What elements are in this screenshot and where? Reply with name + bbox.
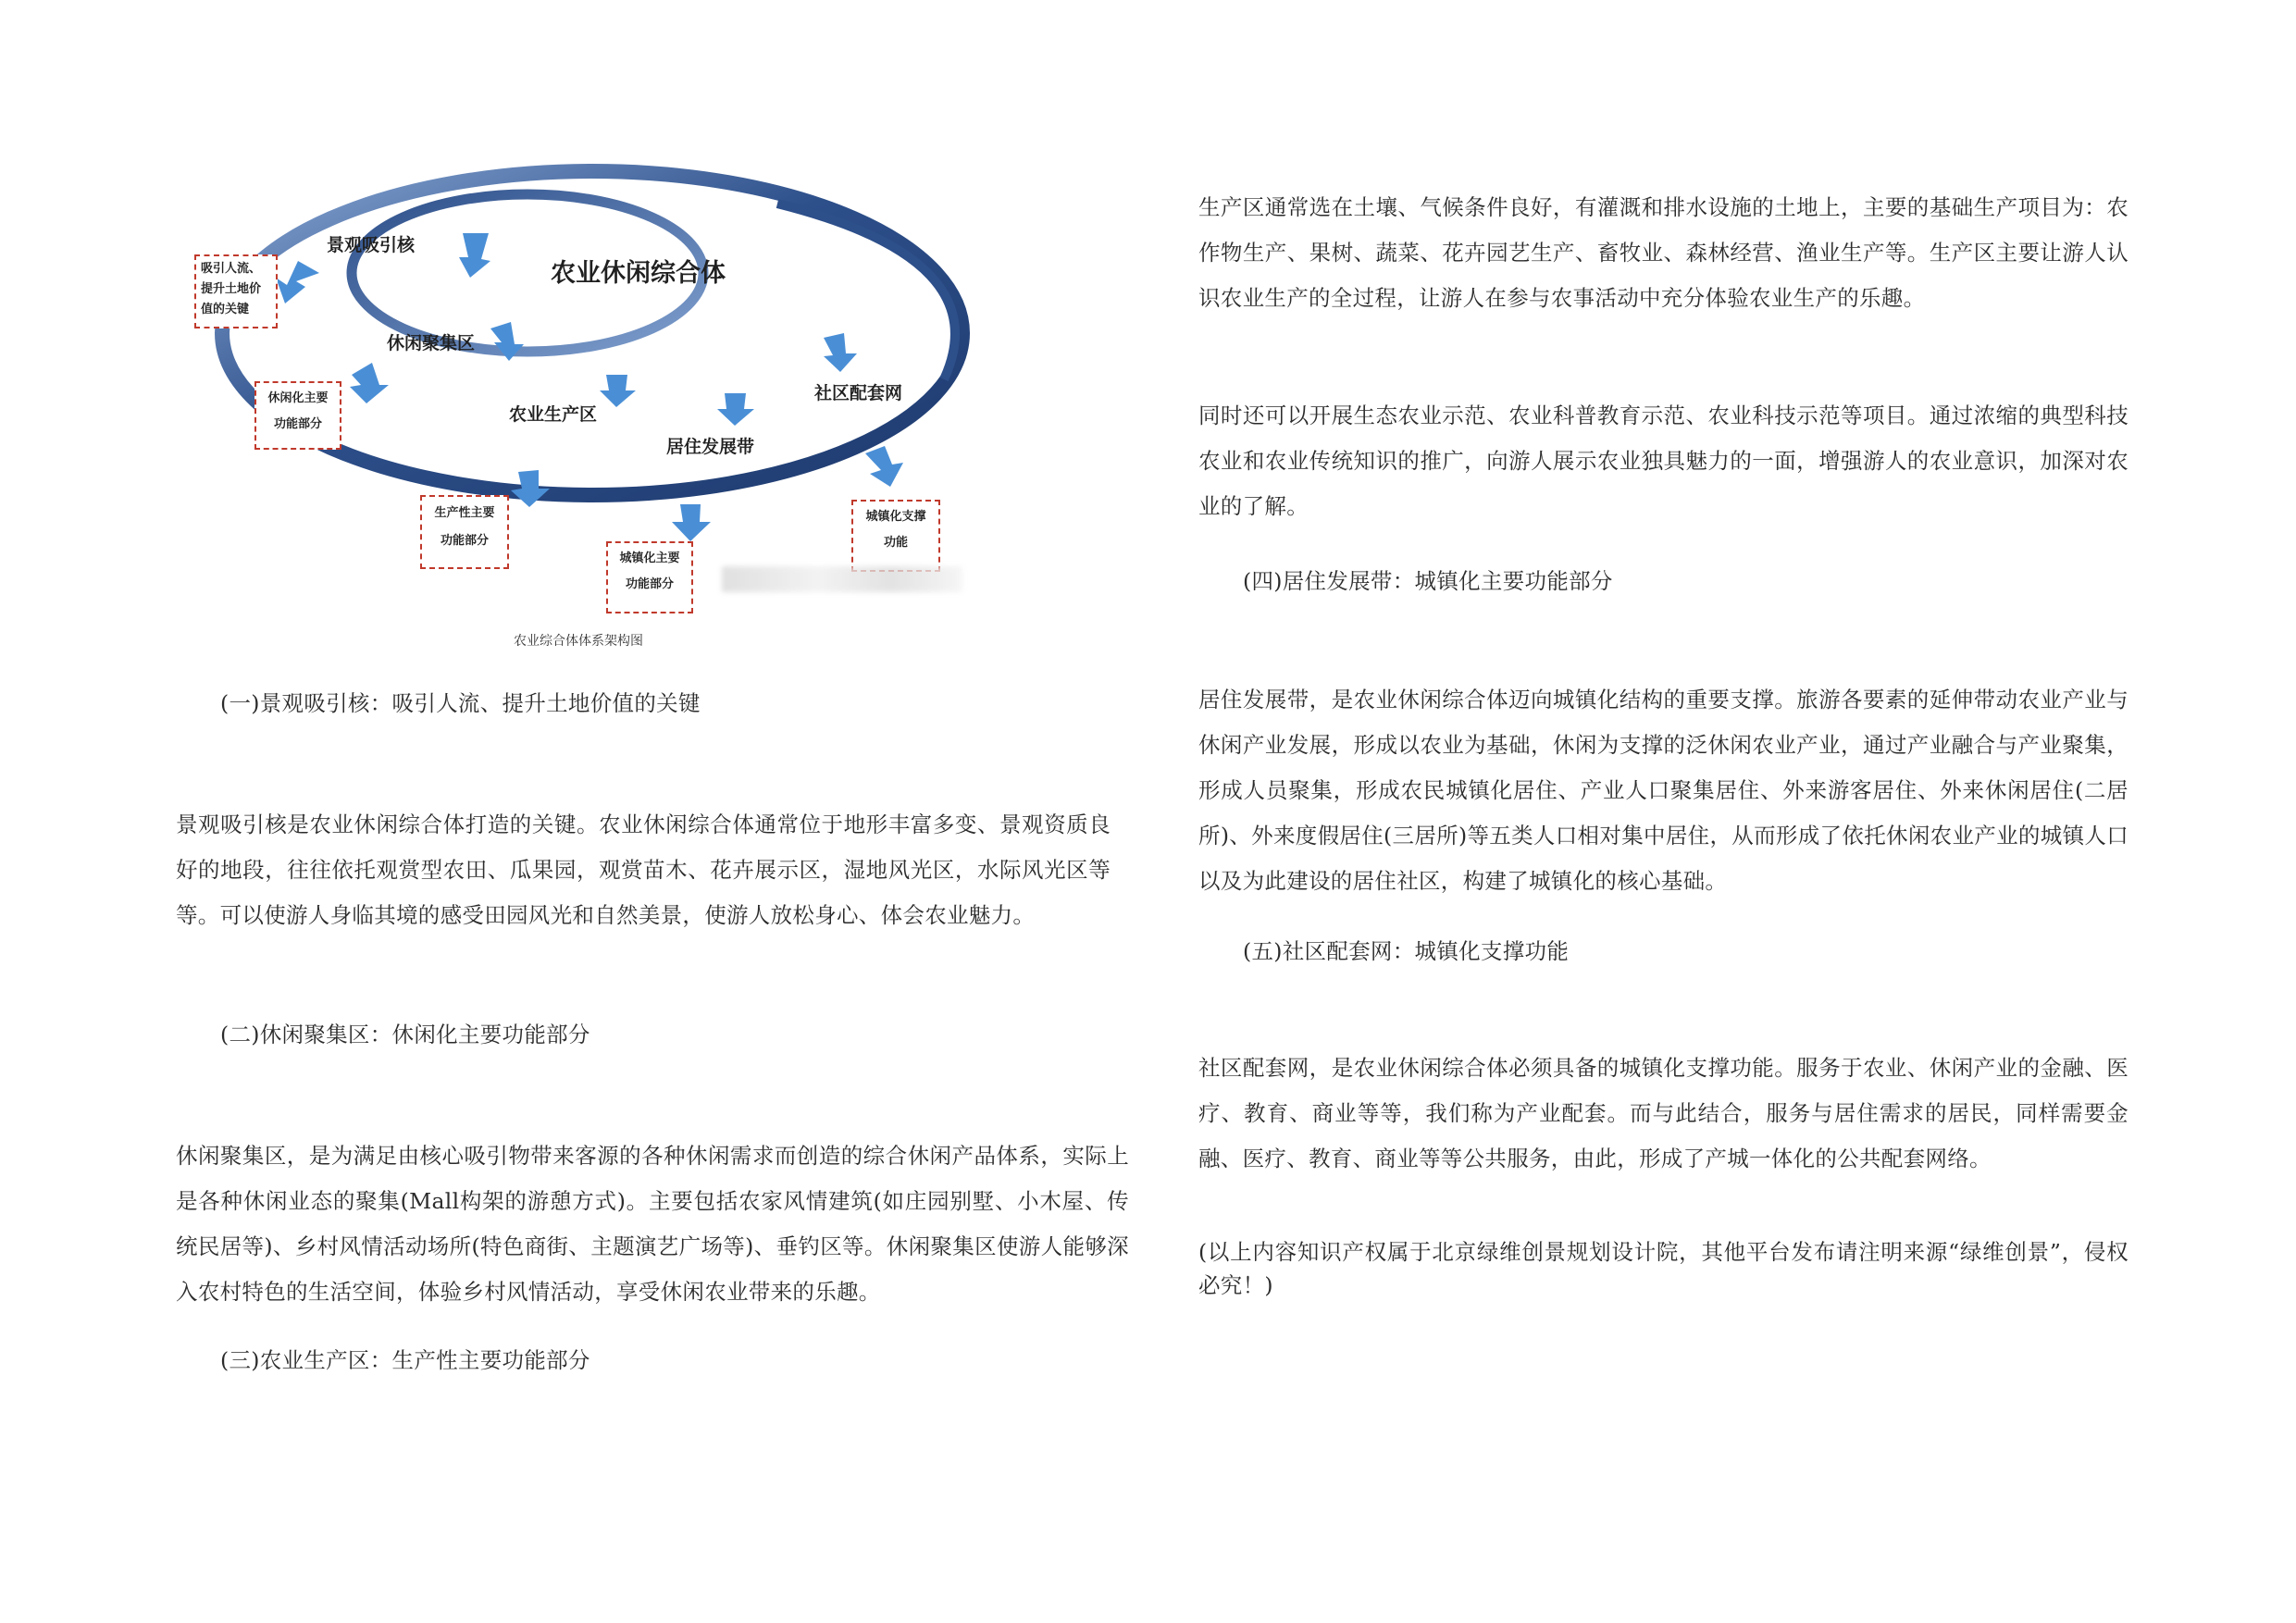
box-production bbox=[420, 495, 509, 569]
box-leisure bbox=[254, 381, 341, 450]
diagram-caption: 农业综合体体系架构图 bbox=[514, 634, 643, 649]
copyright-notice: (以上内容知识产权属于北京绿维创景规划设计院，其他平台发布请注明来源“绿维创景”，侵权必究！) bbox=[1198, 1239, 2128, 1298]
ring-tail bbox=[777, 204, 955, 379]
arrow-7 bbox=[350, 363, 389, 403]
node-community: 社区配套网 bbox=[814, 383, 903, 403]
heading-landscape-core: (一)景观吸引核：吸引人流、提升土地价值的关键 bbox=[220, 690, 701, 716]
box-attraction-line3: 值的关键 bbox=[201, 303, 250, 316]
paragraph-landscape-core: 景观吸引核是农业休闲综合体打造的关键。农业休闲综合体通常位于地形丰富多变、景观资质良好的地段，往往依托观赏型农田、瓜果园，观赏苗木、花卉展示区，湿地风光区，水际风光区等等。可以使游人身临其境的感受田园风光和自然美景，使游人放松身心、体会农业魅力。 bbox=[176, 812, 1111, 928]
architecture-diagram bbox=[185, 148, 999, 666]
node-landscape: 景观吸引核 bbox=[327, 235, 416, 255]
arrow-6 bbox=[824, 333, 857, 372]
box-community-line1: 城镇化支撑 bbox=[865, 510, 926, 524]
box-attraction bbox=[194, 254, 278, 328]
paragraph-residence-belt: 居住发展带，是农业休闲综合体迈向城镇化结构的重要支撑。旅游各要素的延伸带动农业产业与休闲产业发展，形成以农业为基础，休闲为支撑的泛休闲农业产业，通过产业融合与产业聚集，形成人员聚集，形成农民城镇化居住、产业人口聚集居住、外来游客居住、外来休闲居住(二居所)、外来度假居住(三居所)等五类人口相对集中居住，从而形成了依托休闲农业产业的城镇人口以及为此建设的居住社区，构建了城镇化的核心基础。 bbox=[1198, 687, 2128, 894]
box-production-line2: 功能部分 bbox=[440, 534, 489, 548]
heading-residence-belt: (四)居住发展带：城镇化主要功能部分 bbox=[1243, 568, 1613, 594]
box-residence-line2: 功能部分 bbox=[625, 577, 674, 591]
box-leisure-line2: 功能部分 bbox=[273, 417, 322, 431]
diagram-title: 农业休闲综合体 bbox=[551, 259, 726, 288]
node-leisure: 休闲聚集区 bbox=[387, 333, 476, 353]
arrow-2 bbox=[459, 233, 490, 278]
watermark-blur bbox=[722, 566, 962, 592]
arrow-10 bbox=[865, 446, 903, 487]
node-production: 农业生产区 bbox=[509, 404, 598, 425]
arrow-9 bbox=[672, 504, 711, 541]
arrow-5 bbox=[717, 393, 754, 426]
paragraph-demonstration: 同时还可以开展生态农业示范、农业科普教育示范、农业科技示范等项目。通过浓缩的典型科技农业和农业传统知识的推广，向游人展示农业独具魅力的一面，增强游人的农业意识，加深对农业的了解。 bbox=[1198, 403, 2128, 519]
box-attraction-line2: 提升土地价 bbox=[201, 282, 262, 296]
box-leisure-line1: 休闲化主要 bbox=[267, 391, 329, 405]
box-community-line2: 功能 bbox=[883, 536, 908, 550]
box-community bbox=[851, 500, 940, 572]
box-attraction-line1: 吸引人流、 bbox=[201, 262, 262, 276]
paragraph-community-network: 社区配套网，是农业休闲综合体必须具备的城镇化支撑功能。服务于农业、休闲产业的金融、医疗、教育、商业等等，我们称为产业配套。而与此结合，服务与居住需求的居民，同样需要金融、医疗、教育、商业等等公共服务，由此，形成了产城一体化的公共配套网络。 bbox=[1198, 1055, 2128, 1171]
heading-community-network: (五)社区配套网：城镇化支撑功能 bbox=[1243, 938, 1570, 964]
box-residence bbox=[606, 541, 693, 613]
box-production-line1: 生产性主要 bbox=[434, 506, 495, 520]
heading-leisure-cluster: (二)休闲聚集区：休闲化主要功能部分 bbox=[220, 1022, 590, 1047]
node-residence: 居住发展带 bbox=[666, 437, 755, 457]
paragraph-leisure-cluster: 休闲聚集区，是为满足由核心吸引物带来客源的各种休闲需求而创造的综合休闲产品体系，实际上是各种休闲业态的聚集(Mall构架的游憩方式)。主要包括农家风情建筑(如庄园别墅、小木屋、传统民居等)、乡村风情活动场所(特色商街、主题演艺广场等)、垂钓区等。休闲聚集区使游人能够深入农村特色的生活空间，体验乡村风情活动，享受休闲农业带来的乐趣。 bbox=[176, 1143, 1129, 1305]
heading-agri-production: (三)农业生产区：生产性主要功能部分 bbox=[220, 1347, 590, 1373]
paragraph-production-area: 生产区通常选在土壤、气候条件良好，有灌溉和排水设施的土地上，主要的基础生产项目为：农作物生产、果树、蔬菜、花卉园艺生产、畜牧业、森林经营、渔业生产等。生产区主要让游人认识农业生产的全过程，让游人在参与农事活动中充分体验农业生产的乐趣。 bbox=[1198, 194, 2128, 311]
arrow-4 bbox=[600, 375, 636, 407]
box-residence-line1: 城镇化主要 bbox=[619, 551, 680, 565]
arrow-1 bbox=[276, 261, 319, 304]
